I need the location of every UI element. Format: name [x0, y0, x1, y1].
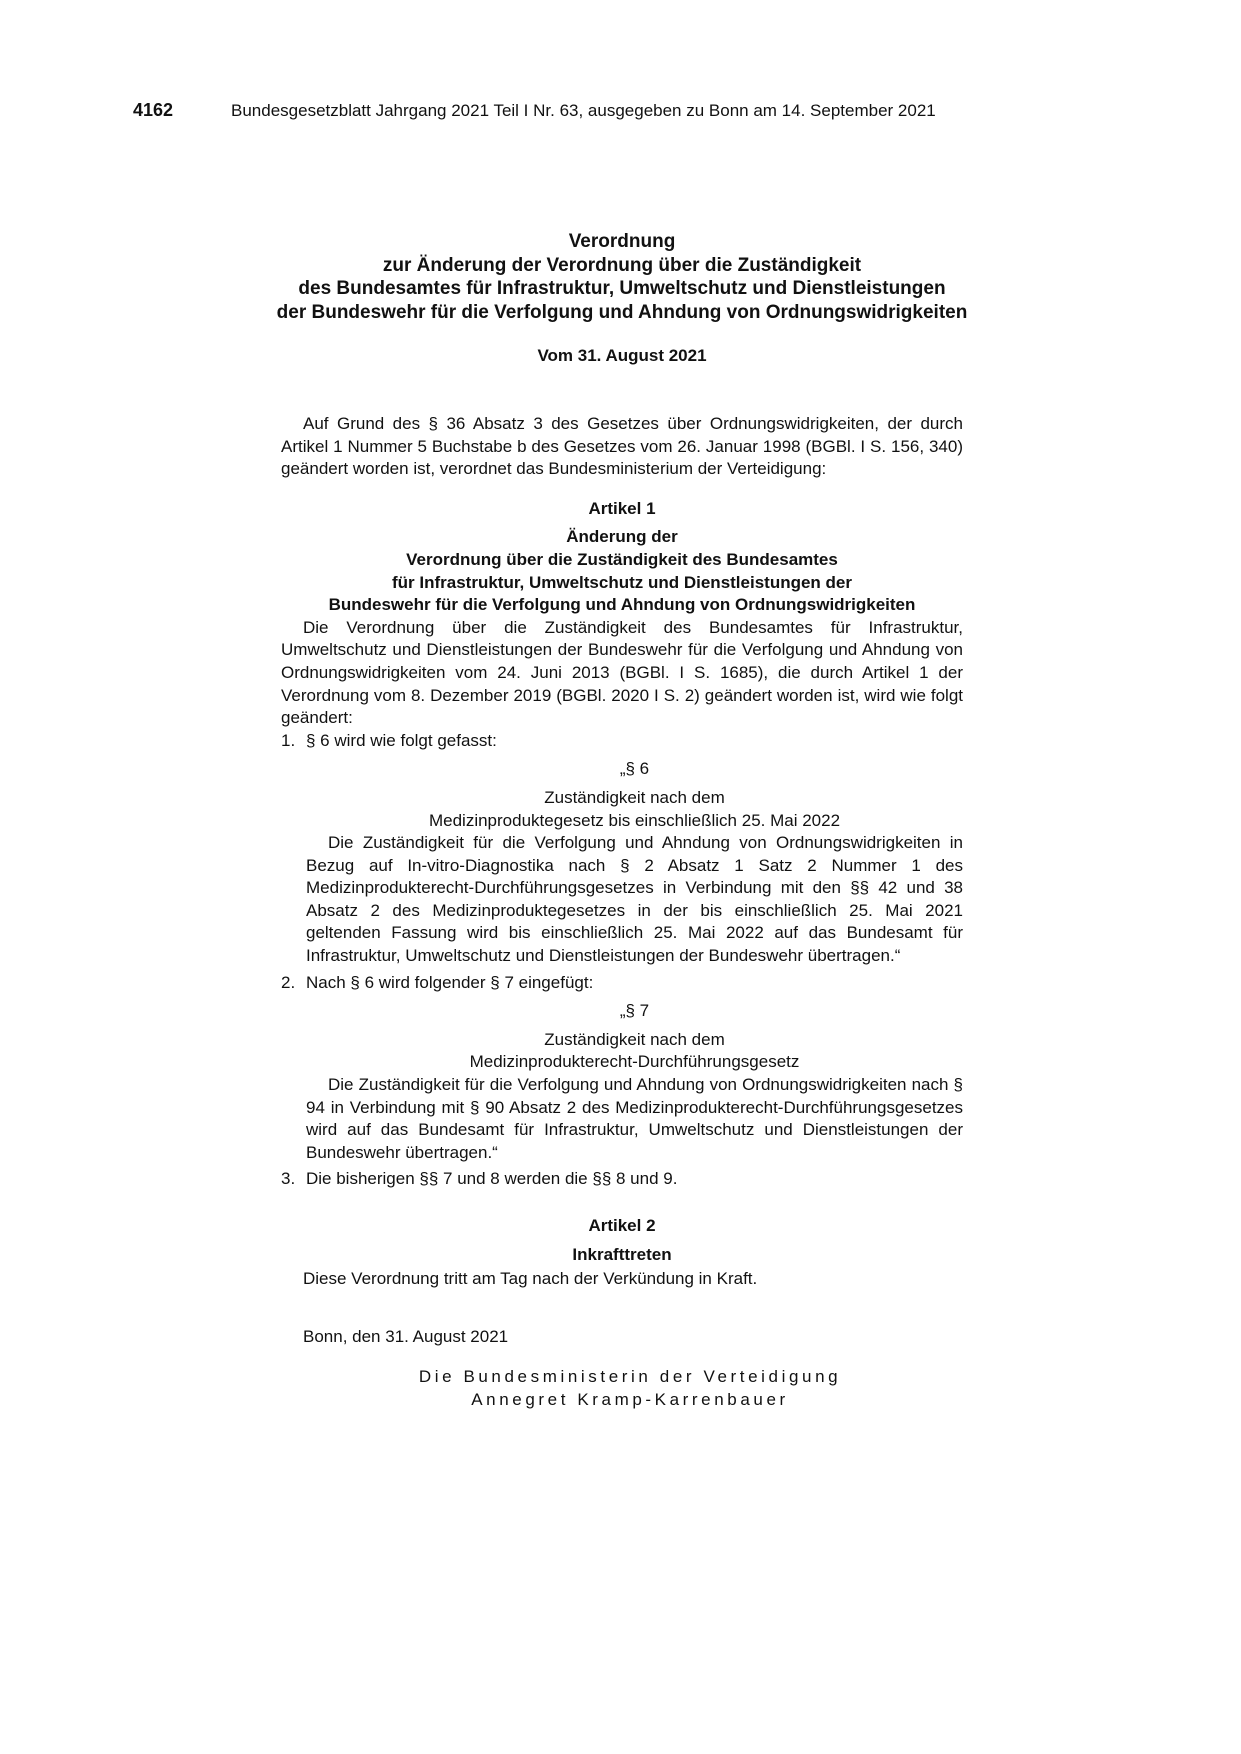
article-1-label: Artikel 1: [588, 498, 656, 518]
paragraph-title: [306, 1029, 963, 1074]
item-number: 3.: [281, 1169, 296, 1189]
article-1-heading: [281, 526, 963, 616]
list-item: [281, 1168, 963, 1191]
title-line: der Bundeswehr für die Verfolgung und Ahndung von Ordnungswidrigkeiten: [276, 301, 968, 323]
paragraph-title-line: Zuständigkeit nach dem: [544, 787, 725, 807]
signatory-name: Annegret Kramp-Karrenbauer: [471, 1389, 789, 1409]
preamble: Auf Grund des § 36 Absatz 3 des Gesetzes über Ordnungswidrigkeiten, der durch Artikel 1 Nummer 5 Buchstabe b des Gesetzes vom 26. Januar 1998 (BGBl. I S. 156, 340) geändert worden ist, verordnet das Bundesministerium der Verteidigung:: [281, 414, 963, 479]
heading-line: Verordnung über die Zuständigkeit des Bundesamtes: [406, 549, 838, 569]
item-text: Die bisherigen §§ 7 und 8 werden die §§ 8 und 9.: [306, 1169, 678, 1189]
paragraph-title-line: Medizinprodukterecht-Durchführungsgesetz: [469, 1052, 800, 1072]
heading-line: Änderung der: [566, 527, 678, 547]
article-1-intro: Die Verordnung über die Zuständigkeit des Bundesamtes für Infrastruktur, Umweltschutz und Dienstleistungen der Bundeswehr für die Verfolgung und Ahndung von Ordnungswidrigkeiten vom 24. Juni 2013 (BGBl. I S. 1685), die durch Artikel 1 der Verordnung vom 8. Dezember 2019 (BGBl. 2020 I S. 2) geändert worden ist, wird wie folgt geändert:: [281, 617, 963, 728]
document-date: Vom 31. August 2021: [537, 346, 707, 365]
paragraph-title-line: Medizinproduktegesetz bis einschließlich 25. Mai 2022: [428, 810, 841, 830]
list-item: [281, 972, 963, 995]
quoted-paragraph-7: [281, 1000, 963, 1164]
item-number: 2.: [281, 972, 296, 992]
item-text: § 6 wird wie folgt gefasst:: [306, 730, 497, 750]
page-number: 4162: [133, 100, 174, 120]
paragraph-title-line: Zuständigkeit nach dem: [544, 1029, 725, 1049]
item-text: Nach § 6 wird folgender § 7 eingefügt:: [306, 972, 594, 992]
title-line: Verordnung: [568, 231, 676, 252]
article-2-text: Diese Verordnung tritt am Tag nach der Verkündung in Kraft.: [303, 1269, 758, 1289]
paragraph-title: [306, 787, 963, 832]
document-title: [180, 230, 1064, 324]
signature-block: [281, 1366, 963, 1411]
signatory-role: Die Bundesministerin der Verteidigung: [418, 1367, 842, 1387]
article-2-heading: Inkrafttreten: [572, 1244, 672, 1264]
publication-line: Bundesgesetzblatt Jahrgang 2021 Teil I Nr. 63, ausgegeben zu Bonn am 14. September 2021: [231, 101, 936, 120]
title-line: des Bundesamtes für Infrastruktur, Umweltschutz und Dienstleistungen: [298, 278, 946, 299]
place-date: Bonn, den 31. August 2021: [303, 1326, 509, 1346]
heading-line: für Infrastruktur, Umweltschutz und Dienstleistungen der: [392, 572, 852, 592]
quoted-paragraph-6: [281, 758, 963, 967]
paragraph-text: Die Zuständigkeit für die Verfolgung und Ahndung von Ordnungswidrigkeiten nach § 94 in Verbindung mit § 90 Absatz 2 des Medizinprodukterecht-Durchführungsgesetzes wird auf das Bundesamt für Infrastruktur, Umweltschutz und Dienstleistungen der Bundeswehr übertragen.“: [306, 1075, 963, 1162]
item-number: 1.: [281, 730, 296, 750]
heading-line: Bundeswehr für die Verfolgung und Ahndung von Ordnungswidrigkeiten: [328, 595, 916, 615]
title-line: zur Änderung der Verordnung über die Zuständigkeit: [382, 254, 862, 276]
document-body: [281, 413, 963, 1412]
article-2-label: Artikel 2: [588, 1216, 656, 1235]
paragraph-number: „§ 7: [619, 1001, 650, 1021]
paragraph-number: „§ 6: [619, 759, 650, 779]
paragraph-text: Die Zuständigkeit für die Verfolgung und Ahndung von Ordnungswidrigkeiten in Bezug auf In-vitro-Diagnostika nach § 2 Absatz 1 Satz 2 Nummer 1 des Medizinprodukterecht-Durchführungsgesetzes in Verbindung mit den §§ 42 und 38 Absatz 2 des Medizinproduktegesetzes in der bis einschließlich 25. Mai 2021 geltenden Fassung wird bis einschließlich 25. Mai 2022 auf das Bundesamt für Infrastruktur, Umweltschutz und Dienstleistungen der Bundeswehr übertragen.“: [306, 833, 963, 966]
list-item: [281, 730, 963, 753]
